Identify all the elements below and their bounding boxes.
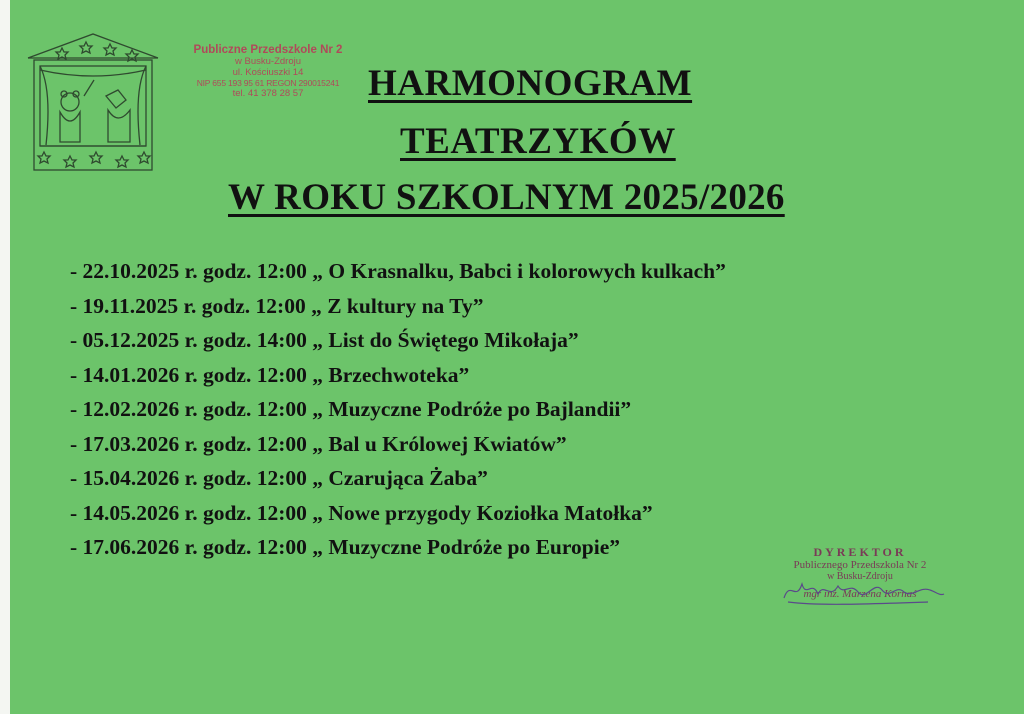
schedule-item: - 14.01.2026 r. godz. 12:00 „ Brzechwoteka” — [70, 362, 470, 387]
stamp-name: mgr inż. Marzena Kornaś — [803, 588, 917, 601]
title-line-3: W ROKU SZKOLNYM 2025/2026 — [228, 177, 785, 218]
schedule-item: - 12.02.2026 r. godz. 12:00 „ Muzyczne Podróże po Bajlandii” — [70, 397, 632, 421]
stamp-line-2: w Busku-Zdroju — [827, 571, 893, 583]
school-city: w Busku-Zdroju — [235, 56, 301, 68]
school-name: Publiczne Przedszkole Nr 2 — [193, 44, 343, 56]
schedule-item: - 17.03.2026 r. godz. 12:00 „ Bal u Królowej Kwiatów” — [70, 431, 567, 456]
school-header — [178, 44, 358, 100]
schedule-list — [70, 254, 726, 565]
school-phone: tel. 41 378 28 57 — [232, 87, 304, 99]
schedule-item: - 15.04.2026 r. godz. 12:00 „ Czarująca Żaba” — [70, 466, 488, 490]
scan-edge — [0, 0, 10, 714]
schedule-item: - 17.06.2026 r. godz. 12:00 „ Muzyczne Podróże po Europie” — [70, 535, 620, 559]
title-line-1: HARMONOGRAM — [368, 63, 693, 104]
handwritten-signature — [778, 572, 948, 612]
theatre-logo — [22, 30, 164, 175]
schedule-item: - 19.11.2025 r. godz. 12:00 „ Z kultury na Ty” — [70, 293, 484, 318]
schedule-item: - 14.05.2026 r. godz. 12:00 „ Nowe przygody Koziołka Matołka” — [70, 500, 653, 525]
title-line-2: TEATRZYKÓW — [400, 121, 676, 162]
school-ids: NIP 655 193 95 61 REGON 290015241 — [196, 78, 340, 89]
schedule-item: - 22.10.2025 r. godz. 12:00 „ O Krasnalku, Babci i kolorowych kulkach” — [70, 259, 726, 283]
school-street: ul. Kościuszki 14 — [232, 67, 304, 79]
schedule-item: - 05.12.2025 r. godz. 14:00 „ List do Świętego Mikołaja” — [70, 328, 579, 352]
stamp-line-1: Publicznego Przedszkola Nr 2 — [793, 559, 927, 572]
stamp-title: DYREKTOR — [813, 545, 907, 559]
